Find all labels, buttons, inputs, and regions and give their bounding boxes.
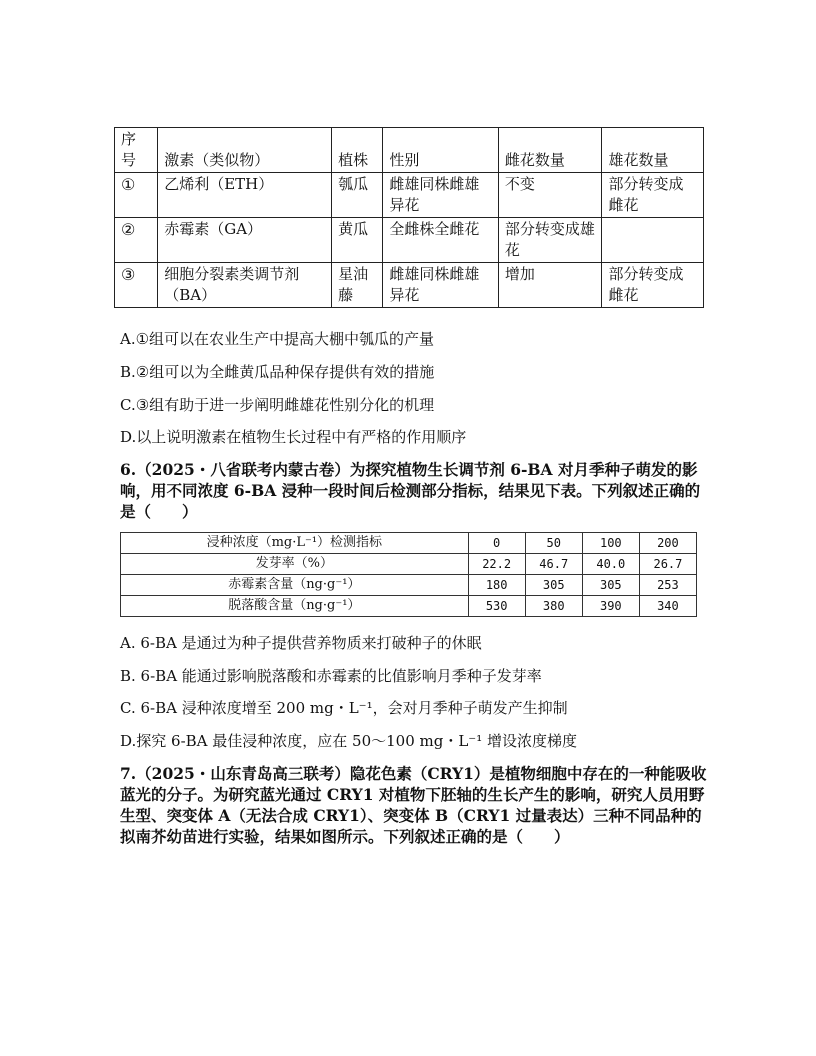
table-cell: 脱落酸含量（ng·g⁻¹） bbox=[121, 596, 469, 617]
q5-option-d: D.以上说明激素在植物生长过程中有严格的作用顺序 bbox=[120, 428, 467, 446]
table-cell: 星油藤 bbox=[332, 263, 383, 308]
header-cell: 100 bbox=[582, 533, 639, 554]
header-cell: 雄花数量 bbox=[602, 128, 704, 173]
q5-option-b: B.②组可以为全雌黄瓜品种保存提供有效的措施 bbox=[120, 363, 435, 381]
table-row bbox=[121, 596, 697, 617]
table-cell: 雌雄同株雌雄异花 bbox=[383, 263, 499, 308]
table-cell: 赤霉素含量（ng·g⁻¹） bbox=[121, 575, 469, 596]
table-cell bbox=[602, 218, 704, 263]
header-cell: 激素（类似物） bbox=[158, 128, 332, 173]
q6-option-a: A. 6-BA 是通过为种子提供营养物质来打破种子的休眠 bbox=[120, 634, 482, 652]
table-cell: 细胞分裂素类调节剂（BA） bbox=[158, 263, 332, 308]
table-cell: 部分转变成雄花 bbox=[498, 218, 602, 263]
hormone-table bbox=[114, 127, 704, 308]
table-cell: 530 bbox=[468, 596, 525, 617]
q6-option-c: C. 6-BA 浸种浓度增至 200 mg・L⁻¹，会对月季种子萌发产生抑制 bbox=[120, 699, 568, 717]
q5-option-c: C.③组有助于进一步阐明雌雄花性别分化的机理 bbox=[120, 396, 435, 414]
table-cell: 340 bbox=[639, 596, 696, 617]
table-cell: 305 bbox=[582, 575, 639, 596]
seed-germination-table bbox=[120, 532, 697, 617]
header-cell: 200 bbox=[639, 533, 696, 554]
header-cell: 性别 bbox=[383, 128, 499, 173]
header-cell: 50 bbox=[525, 533, 582, 554]
table-cell: 乙烯利（ETH） bbox=[158, 173, 332, 218]
table-cell: 部分转变成雌花 bbox=[602, 173, 704, 218]
q5-option-a: A.①组可以在农业生产中提高大棚中瓠瓜的产量 bbox=[120, 330, 435, 348]
table-cell: 全雌株全雌花 bbox=[383, 218, 499, 263]
table-cell: 46.7 bbox=[525, 554, 582, 575]
q6-option-b: B. 6-BA 能通过影响脱落酸和赤霉素的比值影响月季种子发芽率 bbox=[120, 667, 542, 685]
header-cell: 序 号 bbox=[115, 128, 158, 173]
table-cell: 380 bbox=[525, 596, 582, 617]
table-cell: 黄瓜 bbox=[332, 218, 383, 263]
header-cell: 浸种浓度（mg·L⁻¹）检测指标 bbox=[121, 533, 469, 554]
table-row bbox=[121, 575, 697, 596]
table-row bbox=[115, 263, 704, 308]
table-cell: 部分转变成雌花 bbox=[602, 263, 704, 308]
table-header-row bbox=[115, 128, 704, 173]
q7-stem: 7.（2025・山东青岛高三联考）隐花色素（CRY1）是植物细胞中存在的一种能吸收蓝光的分子。为研究蓝光通过 CRY1 对植物下胚轴的生长产生的影响，研究人员用野生型、突变体 A（无法合成 CRY1）、突变体 B（CRY1 过量表达）三种不同品种的拟南芥幼苗进行实验，结果如图所示。下列叙述正确的是（ ） bbox=[120, 764, 707, 846]
header-cell: 雌花数量 bbox=[498, 128, 602, 173]
table-row bbox=[115, 218, 704, 263]
table-cell: 增加 bbox=[498, 263, 602, 308]
table-cell: ① bbox=[115, 173, 158, 218]
table-cell: 发芽率（%） bbox=[121, 554, 469, 575]
table-cell: ② bbox=[115, 218, 158, 263]
table-cell: 瓠瓜 bbox=[332, 173, 383, 218]
table-header-row bbox=[121, 533, 697, 554]
table-cell: 22.2 bbox=[468, 554, 525, 575]
table-cell: 305 bbox=[525, 575, 582, 596]
table-cell: 赤霉素（GA） bbox=[158, 218, 332, 263]
q6-option-d: D.探究 6-BA 最佳浸种浓度，应在 50～100 mg・L⁻¹ 增设浓度梯度 bbox=[120, 732, 578, 750]
table-cell: 253 bbox=[639, 575, 696, 596]
q6-stem: 6.（2025・八省联考内蒙古卷）为探究植物生长调节剂 6-BA 对月季种子萌发的影响，用不同浓度 6-BA 浸种一段时间后检测部分指标，结果见下表。下列叙述正确的是（ ） bbox=[120, 460, 701, 521]
table-cell: 390 bbox=[582, 596, 639, 617]
table-cell: 40.0 bbox=[582, 554, 639, 575]
table-row bbox=[121, 554, 697, 575]
table-cell: 不变 bbox=[498, 173, 602, 218]
header-cell: 0 bbox=[468, 533, 525, 554]
table-cell: ③ bbox=[115, 263, 158, 308]
table-row bbox=[115, 173, 704, 218]
table-cell: 雌雄同株雌雄异花 bbox=[383, 173, 499, 218]
header-cell: 植株 bbox=[332, 128, 383, 173]
table-cell: 26.7 bbox=[639, 554, 696, 575]
table-cell: 180 bbox=[468, 575, 525, 596]
